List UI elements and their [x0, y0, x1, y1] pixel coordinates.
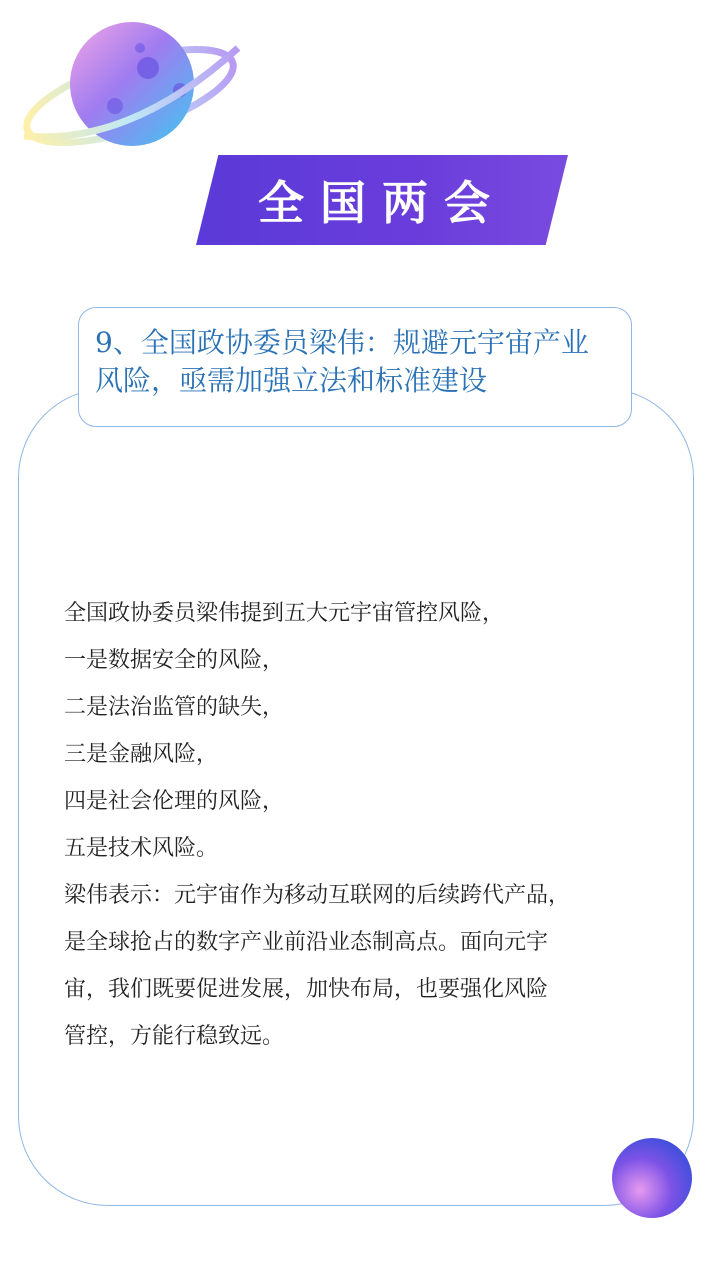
- body-line: 管控，方能行稳致远。: [64, 1024, 285, 1049]
- body-line: 四是社会伦理的风险，: [64, 789, 285, 814]
- body-line: 五是技术风险。: [64, 836, 219, 861]
- body-line: 二是法治监管的缺失，: [64, 695, 285, 720]
- orb-icon: [612, 1138, 692, 1218]
- banner-title: 全国两会: [258, 176, 506, 230]
- body-line: 是全球抢占的数字产业前沿业态制高点。面向元宇: [64, 930, 549, 955]
- body-line: 宙，我们既要促进发展，加快布局，也要强化风险: [64, 977, 549, 1002]
- article-body: [64, 590, 664, 1060]
- headline-box: [78, 307, 632, 427]
- body-line: 三是金融风险，: [64, 742, 219, 767]
- body-line: 一是数据安全的风险，: [64, 648, 285, 673]
- headline-text: 9、全国政协委员梁伟：规避元宇宙产业风险，亟需加强立法和标准建设: [95, 326, 589, 397]
- planet-icon: [20, 18, 250, 148]
- body-line: 梁伟表示：元宇宙作为移动互联网的后续跨代产品，: [64, 883, 571, 908]
- body-line: 全国政协委员梁伟提到五大元宇宙管控风险，: [64, 601, 505, 626]
